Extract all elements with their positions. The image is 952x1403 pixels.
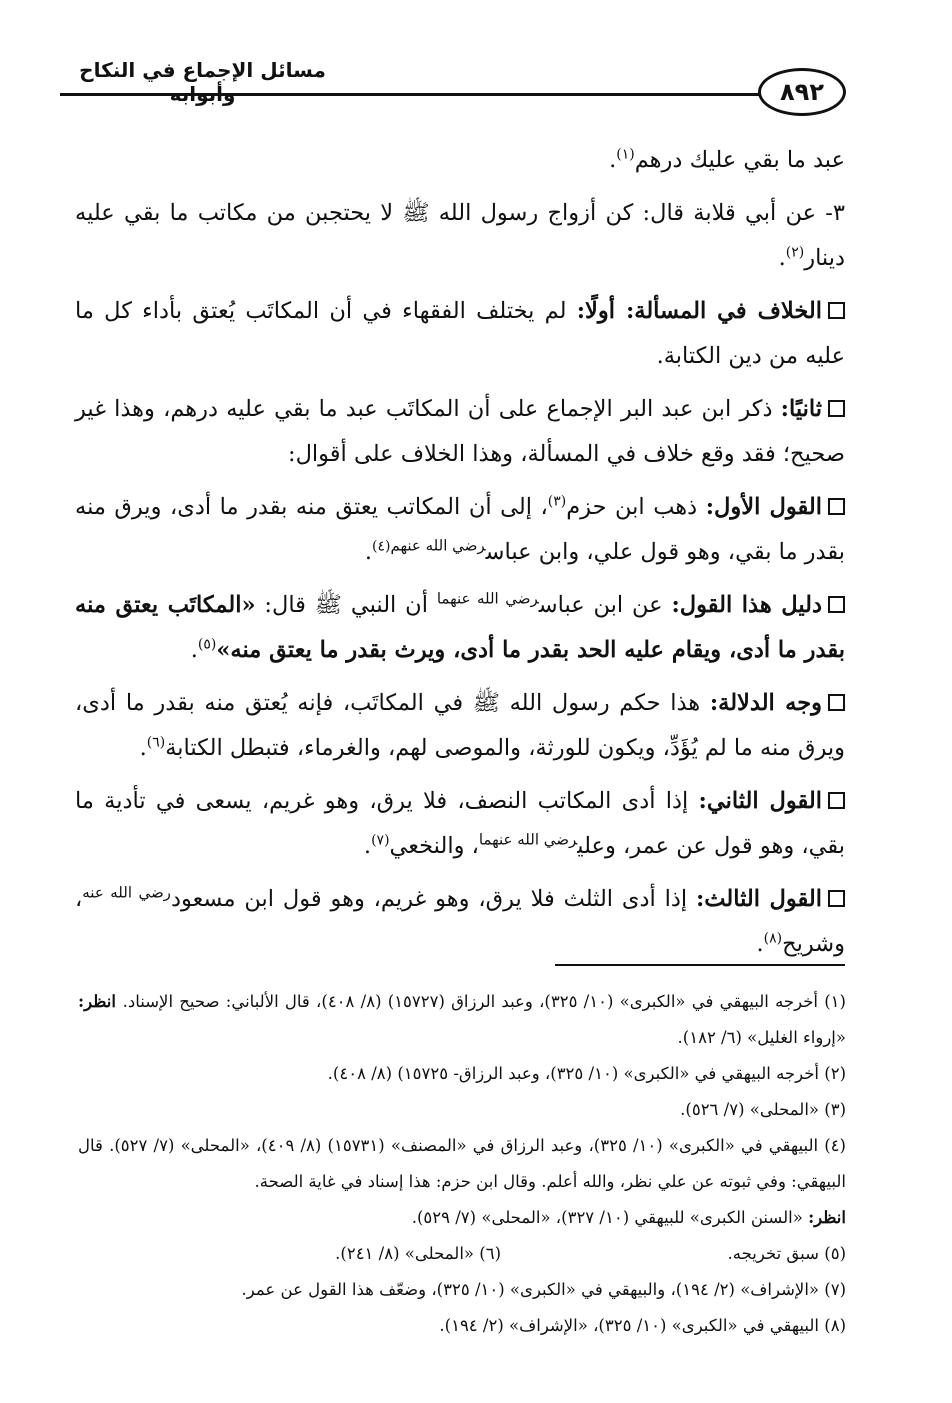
footnote-6: (٦) «المحلى» (٨/ ٢٤١). [335,1244,501,1263]
text: لم يختلف الفقهاء في أن المكاتَب يُعتق بأداء كل ما عليه من دين الكتابة. [75,298,845,369]
paragraph-second [75,387,845,477]
hadith-quote: «المكاتَب يعتق منه بقدر ما أدى، ويقام عليه الحد بقدر ما أدى، ويرث بقدر ما يعتق منه» [75,592,845,663]
footnote-2: (٢) أخرجه البيهقي في «الكبرى» (١٠/ ٣٢٥)، وعبد الرزاق- ١٥٧٢٥) (٨/ ٤٠٨). [327,1064,846,1083]
footnote-ref-3: (٣) [547,493,567,510]
lead-heading: وجه الدلالة: [709,690,822,716]
text: أن النبي ﷺ قال: [255,592,437,618]
text: ذكر ابن عبد البر الإجماع على أن المكاتَب عبد ما بقي عليه درهم، وهذا غير صحيح؛ فقد وقع خلاف في المسألة، وهذا الخلاف على أقوال: [75,396,845,467]
footnote-text: (٤) البيهقي في «الكبرى» (١٠/ ٣٢٥)، وعبد الرزاق في «المصنف» (١٥٧٣١) (٨/ ٤٠٩)، «المحلى» (٧/ ٥٢٧). قال البيهقي: وفي ثبوته عن علي نظر، والله أعلم. وقال ابن حزم: هذا إسناد في غاية الصحة. [78,1136,846,1191]
square-bullet-icon [828,498,845,515]
footnote-text: «إرواء الغليل» (٦/ ١٨٢). [677,1028,846,1047]
text-end: . [756,931,764,957]
square-bullet-icon [828,596,845,613]
main-text [75,138,845,975]
lead-heading: القول الأول: [705,494,822,520]
text-end: . [190,637,198,663]
text: إذا أدى الثلث فلا يرق، وهو غريم، وهو قول ابن مسعود [170,886,696,912]
square-bullet-icon [828,400,845,417]
footnote-ref-2: (٢) [785,244,805,261]
text: هذا حكم رسول الله ﷺ في المكاتَب، فإنه يُعتق منه بقدر ما أدى، ويرق منه ما لم يُؤَدِّ، ويكون للورثة، والموصى لهم، والغرماء، فتبطل الكتابة [75,690,845,761]
paragraph-third-opinion [75,877,845,967]
honorific: رضي الله عنهم [390,536,486,555]
square-bullet-icon [828,792,845,809]
footnote-label: انظر: [78,992,123,1011]
square-bullet-icon [828,302,845,319]
text: ، إلى أن المكاتب يعتق منه بقدر ما أدى، ويرق منه بقدر ما بقي، وهو قول علي، وابن عباس [75,494,845,565]
text: ، والنخعي [389,833,479,859]
text-end: . [609,147,617,173]
text: عن ابن عباس [538,592,672,618]
running-title: مسائل الإجماع في النكاح وأبوابه [79,58,326,106]
paragraph-inference [75,681,845,771]
honorific: رضي الله عنهما [436,589,539,608]
footnote-row-5-6 [78,1236,846,1272]
footnote-ref-6: (٦) [146,734,166,751]
text: إذا أدى المكاتب النصف، فلا يرق، وهو غريم، يسعى في تأدية ما بقي، وهو قول عن عمر، وعلي [75,788,845,859]
honorific: رضي الله عنه [82,883,171,902]
footnote-4 [78,1128,846,1236]
paragraph-2 [75,191,845,281]
footnote-7: (٧) «الإشراف» (٢/ ١٩٤)، والبيهقي في «الكبرى» (١٠/ ٣٢٥)، وضعّف هذا القول عن عمر. [241,1280,846,1299]
paragraph-first-opinion [75,485,845,575]
paragraph-second-opinion [75,779,845,869]
footnote-label: انظر: [808,1208,846,1227]
lead-heading: الخلاف في المسألة: أولًا: [576,298,822,324]
text: ٣- عن أبي قلابة قال: كن أزواج رسول الله ﷺ لا يحتجبن من مكاتب ما بقي عليه دينار [75,200,845,271]
lead-heading: القول الثالث: [695,886,822,912]
lead-heading: ثانيًا: [780,396,822,422]
footnote-text: (١) أخرجه البيهقي في «الكبرى» (١٠/ ٣٢٥)، وعبد الرزاق (١٥٧٢٧) (٨/ ٤٠٨)، قال الألباني: صحيح الإسناد. [122,992,846,1011]
square-bullet-icon [828,694,845,711]
footnote-ref-4: (٤) [372,538,391,555]
footnote-ref-1: (١) [616,146,635,163]
text-end: . [363,833,372,859]
paragraph-disagreement [75,289,845,379]
text: ذهب ابن حزم [566,494,706,520]
paragraph-evidence [75,583,845,673]
text-end: . [364,539,372,565]
text-end: . [139,735,147,761]
footnote-8: (٨) البيهقي في «الكبرى» (١٠/ ٣٢٥)، «الإشراف» (٢/ ١٩٤). [439,1316,846,1335]
lead-heading: دليل هذا القول: [671,592,822,618]
text: عبد ما بقي عليك درهم [634,147,845,173]
footnote-1 [78,984,846,1056]
footnote-ref-5: (٥) [197,636,217,653]
honorific: رضي الله عنهما [478,830,578,849]
footnote-separator [555,964,845,966]
text-end: . [778,245,786,271]
text: ، وشريح [75,886,845,957]
footnotes [78,984,846,1344]
lead-heading: القول الثاني: [698,788,822,814]
paragraph-1 [75,138,845,183]
header-rule [60,93,760,96]
page-number: ٨٩٢ [758,68,846,116]
footnote-text: «السنن الكبرى» للبيهقي (١٠/ ٣٢٧)، «المحلى» (٧/ ٥٢٩). [411,1208,809,1227]
footnote-5: (٥) سبق تخريجه. [727,1244,846,1263]
footnote-3: (٣) «المحلى» (٧/ ٥٢٦). [680,1100,846,1119]
footnote-ref-7: (٧) [371,832,390,849]
square-bullet-icon [828,890,845,907]
footnote-ref-8: (٨) [763,930,783,947]
